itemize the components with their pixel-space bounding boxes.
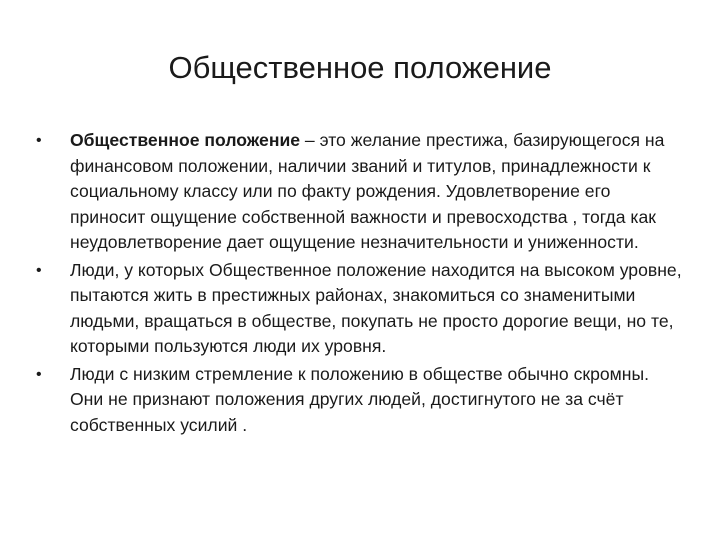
bullet-icon: • [36, 365, 42, 383]
bullet-list [36, 128, 686, 440]
bullet-text: Люди с низким стремление к положению в обществе обычно скромны. Они не признают положения других людей, достигнутого не за счёт собственных усилий . [70, 363, 649, 435]
bullet-item-2 [36, 258, 686, 360]
bullet-item-3 [36, 362, 686, 439]
slide-title: Общественное положение [168, 50, 552, 85]
bullet-icon: • [36, 132, 42, 149]
bullet-text: Люди, у которых Общественное положение находится на высоком уровне, пытаются жить в престижных районах, знакомиться со знаменитыми людьми, вращаться в обществе, покупать не просто дорогие вещи, но те, которыми пользуются люди их уровня. [70, 259, 682, 357]
bullet-item-1 [36, 128, 686, 256]
bullet-icon: • [36, 261, 42, 279]
bullet-term: Общественное положение [70, 130, 301, 150]
bullet-text: – это желание престижа, базирующегося на финансовом положении, наличии званий и титулов, принадлежности к социальному классу или по факту рождения. Удовлетворение его приносит ощущение собственной важности и превосходства , тогда как неудовлетворение дает ощущение незначительности и униженности. [70, 130, 665, 253]
